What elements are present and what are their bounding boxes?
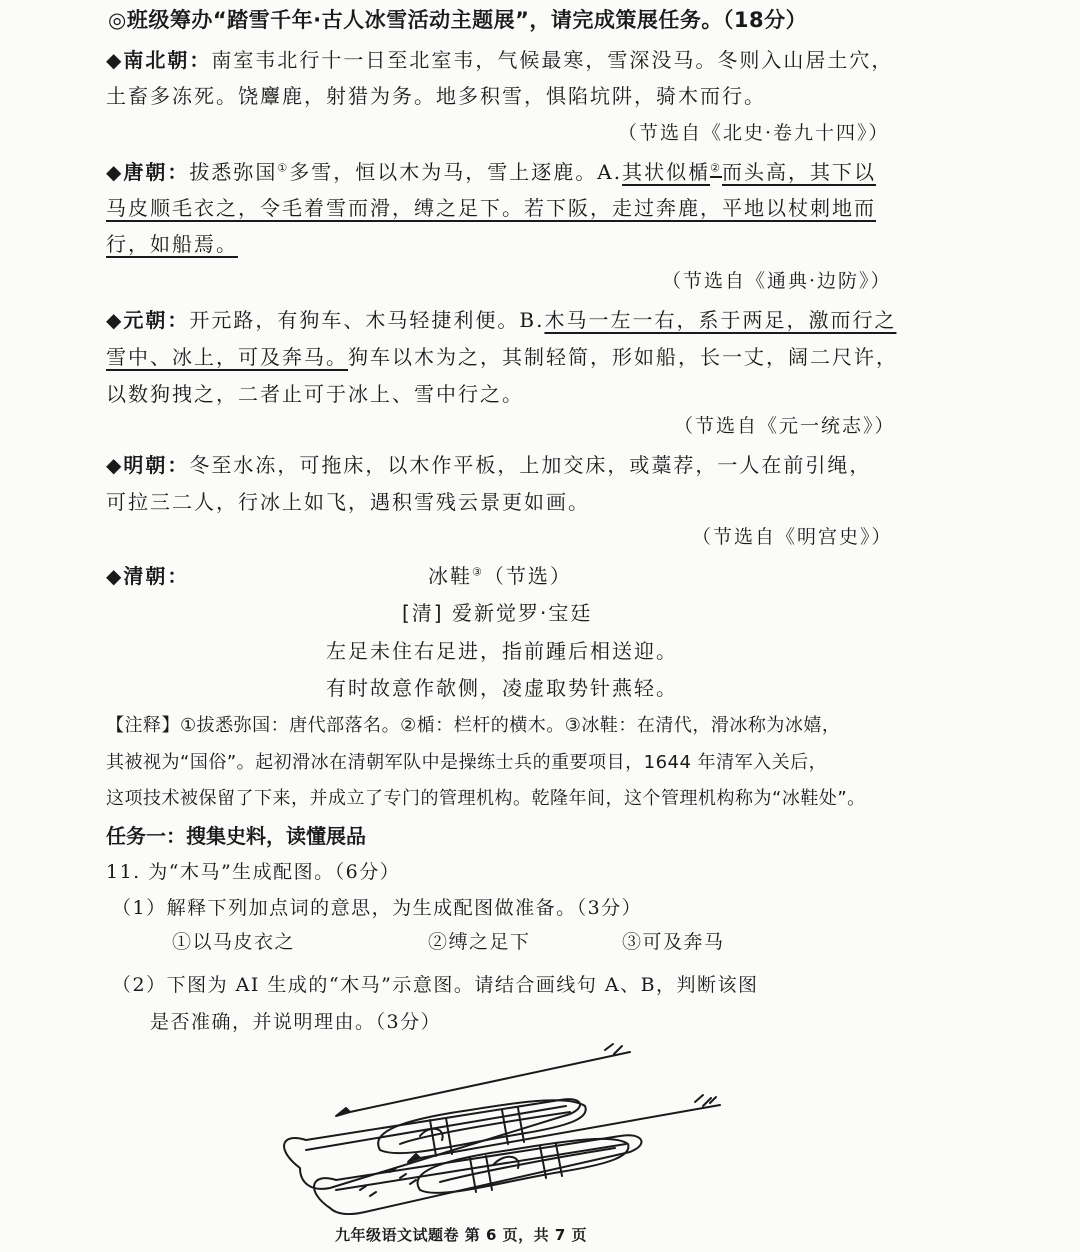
yuan-text1: 开元路，有狗车、木马轻捷利便。B.	[189, 308, 545, 332]
yuan-line1	[106, 304, 896, 333]
tang-underlined-a2: 而头高，其下以	[721, 160, 876, 184]
nanbeichao-line2: 土畜多冻死。饶麞鹿，射猎为务。地多积雪，惧陷坑阱，骑木而行。	[106, 84, 766, 108]
task1-heading: 任务一：搜集史料，读懂展品	[106, 824, 366, 848]
word-item-2: ②缚之足下	[428, 931, 531, 953]
page-footer: 九年级语文试题卷 第 6 页，共 7 页	[335, 1226, 587, 1244]
nanbeichao-label: ◆南北朝：	[106, 48, 212, 72]
tang-text1-mid: 多雪，恒以木为马，雪上逐鹿。A.	[289, 160, 623, 184]
tang-underlined-a1: 其状似楯	[622, 160, 711, 184]
yuan-line3: 以数狗拽之，二者止可于冰上、雪中行之。	[106, 382, 524, 406]
notes-line3: 这项技术被保留了下来，并成立了专门的管理机构。乾隆年间，这个管理机构称为“冰鞋处”。	[106, 788, 866, 809]
question-11: 11. 为“木马”生成配图。（6分）	[106, 861, 401, 883]
tang-line3: 行，如船焉。	[106, 232, 238, 256]
tang-source: （节选自《通典·边防》）	[662, 270, 892, 292]
tang-line1	[106, 156, 876, 185]
note-mark-1: ①	[277, 161, 290, 175]
tang-label: ◆唐朝：	[106, 160, 190, 184]
note-mark-3: ③	[472, 565, 484, 579]
poem-verse-2: 有时故意作欹侧，凌虚取势针燕轻。	[326, 676, 678, 700]
wooden-horse-sled-illustration	[270, 1040, 740, 1215]
tang-text1: 拔悉弥国	[189, 160, 278, 184]
word-item-1: ①以马皮衣之	[172, 931, 296, 953]
ming-line2: 可拉三二人，行冰上如飞，遇积雪残云景更如画。	[106, 490, 590, 514]
poem-verse-1: 左足未住右足进，指前踵后相送迎。	[326, 639, 678, 663]
ming-label: ◆明朝：	[106, 453, 190, 477]
poem-subtitle: （节选）	[483, 564, 572, 588]
qing-label: ◆清朝：	[106, 564, 190, 588]
ming-line1	[106, 449, 871, 478]
note-mark-2: ②	[710, 161, 722, 175]
yuan-label: ◆元朝：	[106, 308, 190, 332]
word-item-3: ③可及奔马	[622, 931, 725, 953]
tang-line2: 马皮顺毛衣之，令毛着雪而滑，缚之足下。若下阪，走过奔鹿，平地以杖刺地而	[106, 196, 876, 220]
pole-back	[350, 1052, 630, 1112]
yuan-line2	[106, 341, 898, 370]
poem-author: [清] 爱新觉罗·宝廷	[402, 601, 593, 625]
yuan-underlined-b2: 雪中、冰上，可及奔马。	[106, 345, 348, 369]
yuan-underlined-b1: 木马一左一右，系于两足，激而行之	[544, 308, 897, 332]
nanbeichao-text1: 南室韦北行十一日至北室韦，气候最寒，雪深没马。冬则入山居土穴，	[211, 48, 894, 72]
notes-line1: 【注释】①拔悉弥国：唐代部落名。②楯：栏杆的横木。③冰鞋：在清代，滑冰称为冰嬉，	[106, 715, 841, 736]
question-11-1: （1）解释下列加点词的意思，为生成配图做准备。（3分）	[112, 897, 643, 919]
question-11-2-line1: （2）下图为 AI 生成的“木马”示意图。请结合画线句 A、B，判断该图	[112, 974, 759, 996]
poem-title: 冰鞋	[428, 564, 472, 588]
nanbeichao-line1	[106, 44, 893, 73]
notes-line2: 其被视为“国俗”。起初滑冰在清朝军队中是操练士兵的重要项目，1644 年清军入关后，	[106, 752, 828, 773]
question-11-2-line2: 是否准确，并说明理由。（3分）	[150, 1011, 442, 1033]
ming-text1: 冬至水冻，可拖床，以木作平板，上加交床，或藁荐，一人在前引绳，	[189, 453, 872, 477]
yuan-text2: 狗车以木为之，其制轻简，形如船，长一丈，阔二尺许，	[348, 345, 898, 369]
exam-title: ◎班级筹办“踏雪千年·古人冰雪活动主题展”，请完成策展任务。（18分）	[108, 8, 808, 32]
poem-title-line	[428, 560, 572, 589]
yuan-source: （节选自《元一统志》）	[674, 415, 896, 437]
nanbeichao-source: （节选自《北史·卷九十四》）	[618, 122, 890, 144]
ming-source: （节选自《明宫史》）	[692, 526, 893, 548]
